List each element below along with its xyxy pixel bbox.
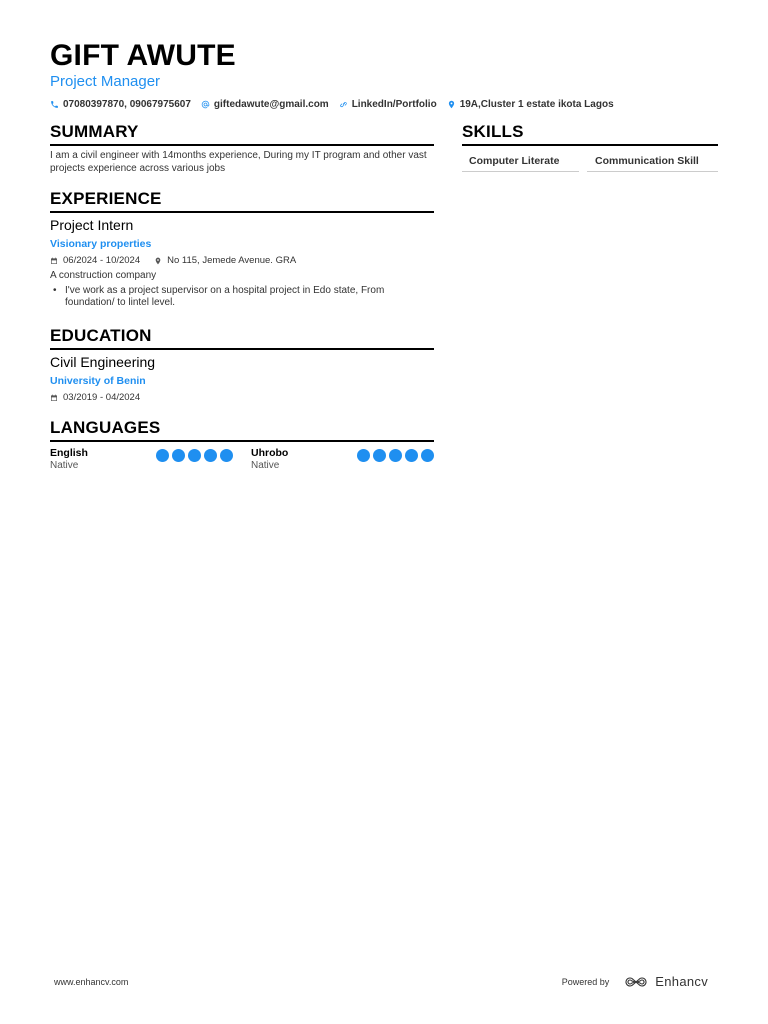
calendar-icon bbox=[50, 394, 58, 402]
brand-logo[interactable] bbox=[623, 974, 708, 989]
language-level: Native bbox=[251, 459, 280, 471]
education-item bbox=[50, 354, 434, 404]
rating-dot bbox=[405, 449, 418, 462]
language-rating bbox=[156, 449, 233, 462]
infinity-logo-icon bbox=[623, 976, 649, 988]
contact-bar bbox=[50, 99, 720, 110]
link-text: LinkedIn/Portfolio bbox=[351, 99, 437, 110]
job-bullets bbox=[50, 285, 434, 310]
languages-list bbox=[50, 447, 434, 472]
job-bullet: • I've work as a project supervisor on a hospital project in Edo state, From foundation/ to lintel level. bbox=[50, 285, 434, 310]
right-column bbox=[462, 122, 718, 184]
job-location bbox=[154, 255, 296, 267]
email-text: giftedawute@gmail.com bbox=[213, 99, 329, 110]
language-level: Native bbox=[50, 459, 79, 471]
page-footer bbox=[54, 974, 708, 989]
phone-icon bbox=[50, 100, 59, 109]
skills-section bbox=[462, 122, 718, 172]
education-section bbox=[50, 326, 434, 404]
experience-item bbox=[50, 217, 434, 310]
powered-by bbox=[562, 974, 708, 989]
language-info bbox=[251, 447, 288, 472]
summary-heading: SUMMARY bbox=[50, 122, 434, 146]
summary-section bbox=[50, 122, 434, 175]
address-text: 19A,Cluster 1 estate ikota Lagos bbox=[459, 99, 614, 110]
languages-section bbox=[50, 418, 434, 472]
job-title: Project Intern bbox=[50, 217, 134, 233]
left-column bbox=[50, 122, 434, 484]
brand-name: Enhancv bbox=[655, 974, 708, 989]
language-item bbox=[251, 447, 434, 472]
rating-dot bbox=[389, 449, 402, 462]
calendar-icon bbox=[50, 257, 58, 265]
contact-phone bbox=[50, 99, 191, 110]
languages-heading: LANGUAGES bbox=[50, 418, 434, 442]
contact-email[interactable] bbox=[201, 99, 329, 110]
footer-website[interactable]: www.enhancv.com bbox=[54, 976, 129, 987]
job-location-text: No 115, Jemede Avenue. GRA bbox=[167, 255, 297, 266]
resume-header bbox=[50, 40, 720, 110]
skills-heading: SKILLS bbox=[462, 122, 718, 146]
rating-dot bbox=[373, 449, 386, 462]
rating-dot bbox=[156, 449, 169, 462]
skill-item: Communication Skill bbox=[587, 148, 718, 172]
rating-dot bbox=[188, 449, 201, 462]
company-name: Visionary properties bbox=[50, 238, 152, 250]
degree: Civil Engineering bbox=[50, 353, 156, 370]
language-item bbox=[50, 447, 251, 472]
rating-dot bbox=[421, 449, 434, 462]
language-rating bbox=[357, 449, 434, 462]
job-meta bbox=[50, 255, 434, 267]
skill-item: Computer Literate bbox=[462, 148, 579, 172]
rating-dot bbox=[220, 449, 233, 462]
candidate-name: GIFT AWUTE bbox=[50, 39, 236, 72]
phone-text: 07080397870, 09067975607 bbox=[63, 99, 191, 110]
link-icon bbox=[339, 100, 348, 109]
candidate-title: Project Manager bbox=[50, 73, 161, 90]
school-name: University of Benin bbox=[50, 374, 146, 387]
location-pin-icon bbox=[154, 257, 162, 265]
powered-by-label: Powered by bbox=[561, 976, 610, 987]
contact-link[interactable] bbox=[339, 99, 437, 110]
language-name: English bbox=[50, 446, 88, 459]
job-dates bbox=[50, 255, 140, 267]
location-pin-icon bbox=[447, 100, 456, 109]
education-dates bbox=[50, 392, 140, 404]
contact-address bbox=[447, 99, 614, 110]
language-info bbox=[50, 447, 88, 472]
experience-section bbox=[50, 189, 434, 310]
language-name: Uhrobo bbox=[251, 446, 289, 459]
education-meta bbox=[50, 392, 434, 404]
education-heading: EDUCATION bbox=[50, 326, 434, 350]
job-dates-text: 06/2024 - 10/2024 bbox=[63, 255, 141, 266]
skills-list bbox=[462, 148, 718, 172]
experience-heading: EXPERIENCE bbox=[50, 189, 434, 213]
education-dates-text: 03/2019 - 04/2024 bbox=[63, 391, 141, 403]
company-description: A construction company bbox=[50, 270, 157, 281]
summary-text: I am a civil engineer with 14months experience, During my IT program and other vast projects experience across various jobs bbox=[50, 150, 427, 174]
at-sign-icon bbox=[201, 100, 210, 109]
rating-dot bbox=[204, 449, 217, 462]
rating-dot bbox=[357, 449, 370, 462]
rating-dot bbox=[172, 449, 185, 462]
